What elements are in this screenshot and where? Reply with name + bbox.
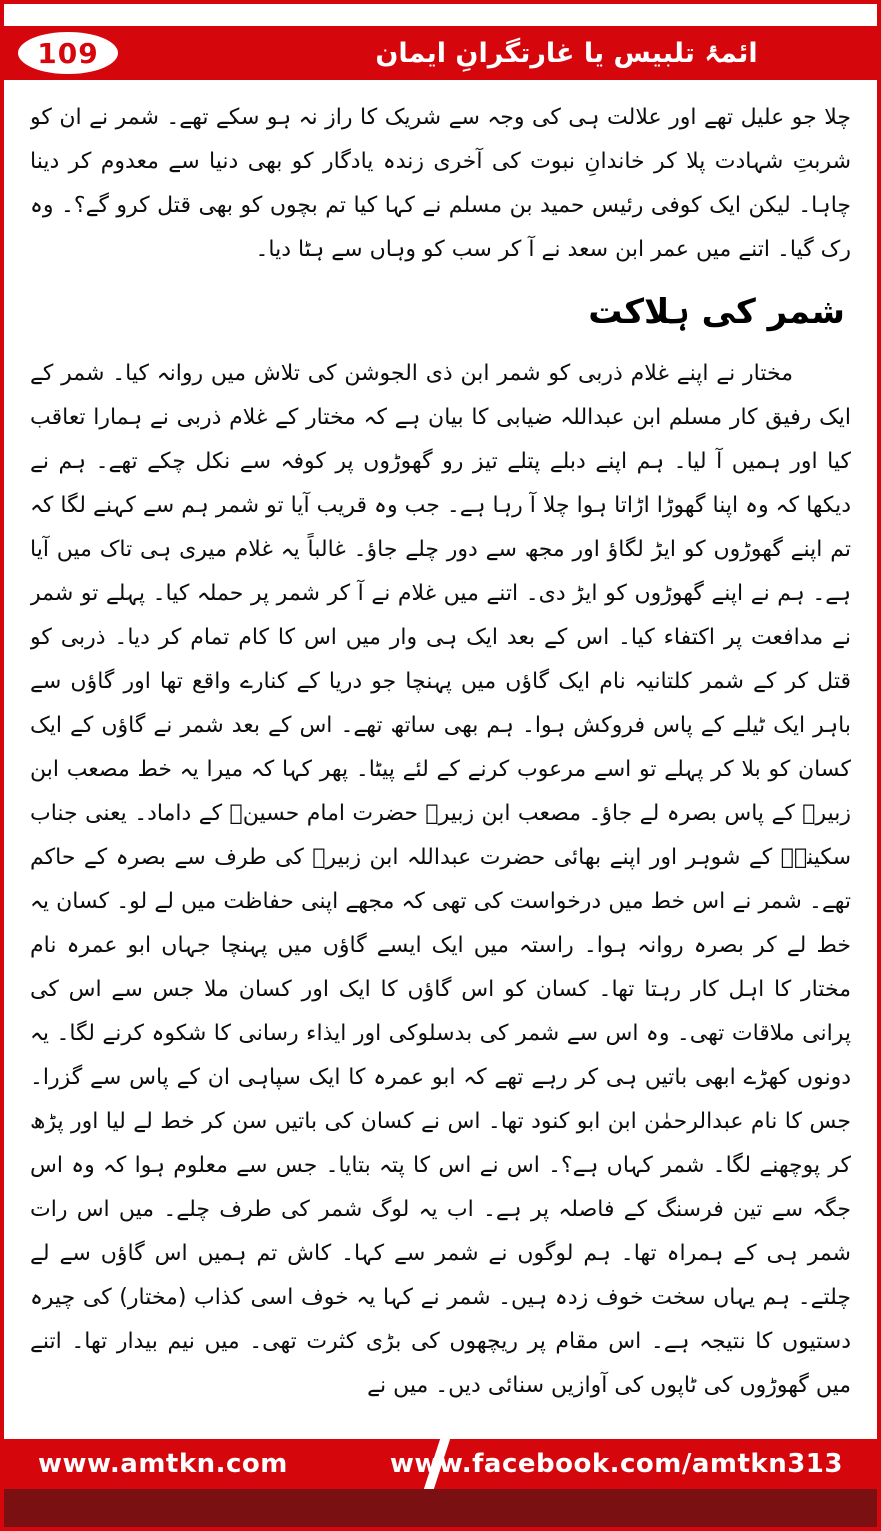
main-paragraph: مختار نے اپنے غلام ذربی کو شمر ابن ذی الجوشن کی تلاش میں روانہ کیا۔ شمر کے ایک رفیق کار مسلم ابن عبداللہ ضیابی کا بیان ہے کہ مختار کے غلام ذربی نے ہمارا تعاقب کیا اور ہمیں آ لیا۔ ہم اپنے دبلے پتلے تیز رو گھوڑوں پر کوفہ سے نکل چکے تھے۔ ہم نے دیکھا کہ وہ اپنا گھوڑا اڑاتا ہوا چلا آ رہا ہے۔ جب وہ قریب آیا تو شمر ہم سے کہنے لگا کہ تم اپنے گھوڑوں کو ایڑ لگاؤ اور مجھ سے دور چلے جاؤ۔ غالباً یہ غلام میری ہی تاک میں آیا ہے۔ ہم نے اپنے گھوڑوں کو ایڑ دی۔ اتنے میں غلام نے آ کر شمر پر حملہ کیا۔ پہلے تو شمر نے مدافعت پر اکتفاء کیا۔ اس کے بعد ایک ہی وار میں اس کا کام تمام کر دیا۔ ذربی کو قتل کر کے شمر کلتانیہ نام ایک گاؤں میں پہنچا جو دریا کے کنارے واقع تھا اور گاؤں سے باہر ایک ٹیلے کے پاس فروکش ہوا۔ ہم بھی ساتھ تھے۔ اس کے بعد شمر نے گاؤں کے ایک کسان کو بلا کر پہلے تو اسے مرعوب کرنے کے لئے پیٹا۔ پھر کہا کہ میرا یہ خط مصعب ابن زبیرؓ کے پاس بصرہ لے جاؤ۔ مصعب ابن زبیرؓ حضرت امام حسینؓ کے داماد۔ یعنی جناب سکینہؓ کے شوہر اور اپنے بھائی حضرت عبداللہ ابن زبیرؓ کی طرف سے بصرہ کے حاکم تھے۔ شمر نے اس خط میں درخواست کی تھی کہ مجھے اپنی حفاظت میں لے لو۔ کسان یہ خط لے کر بصرہ روانہ ہوا۔ راستہ میں ایک ایسے گاؤں میں پہنچا جہاں ابو عمرہ نام مختار کا اہل کار رہتا تھا۔ کسان کو اس گاؤں کا ایک اور کسان ملا جس سے اس کی پرانی ملاقات تھی۔ وہ اس سے شمر کی بدسلوکی اور ایذاء رسانی کا شکوہ کرنے لگا۔ یہ دونوں کھڑے ابھی باتیں ہی کر رہے تھے کہ ابو عمرہ کا ایک سپاہی ان کے پاس سے گزرا۔ جس کا نام عبدالرحمٰن ابن ابو کنود تھا۔ اس نے کسان کی باتیں سن کر خط لے لیا اور پڑھ کر پوچھنے لگا۔ شمر کہاں ہے؟۔ اس نے اس کا پتہ بتایا۔ جس سے معلوم ہوا کہ وہ اس جگہ سے تین فرسنگ کے فاصلہ پر ہے۔ اب یہ لوگ شمر کی طرف چلے۔ میں اس رات شمر ہی کے ہمراہ تھا۔ ہم لوگوں نے شمر سے کہا۔ کاش تم ہمیں اس گاؤں سے لے چلتے۔ ہم یہاں سخت خوف زدہ ہیں۔ شمر نے کہا یہ خوف اسی کذاب (مختار) کی چیرہ دستیوں کا نتیجہ ہے۔ اس مقام پر ریچھوں کی بڑی کثرت تھی۔ میں نیم بیدار تھا۔ اتنے میں گھوڑوں کی ٹاپوں کی آوازیں سنائی دیں۔ میں نے [30,361,851,1398]
footer-website-link: www.amtkn.com [38,1449,288,1479]
footer-facebook-link: www.facebook.com/amtkn313 [389,1449,843,1479]
intro-paragraph: چلا جو علیل تھے اور علالت ہی کی وجہ سے شریک کا راز نہ ہو سکے تھے۔ شمر نے ان کو شربتِ شہادت پلا کر خاندانِ نبوت کی آخری زندہ یادگار کو بھی دنیا سے معدوم کر دینا چاہا۔ لیکن ایک کوفی رئیس حمید بن مسلم نے کہا کیا تم بچوں کو بھی قتل کرو گے؟۔ وہ رک گیا۔ اتنے میں عمر ابن سعد نے آ کر سب کو وہاں سے ہٹا دیا۔ [30,105,851,262]
book-title: ائمۂ تلبیس یا غارتگرانِ ایمان [375,37,758,69]
page-number-badge: 109 [18,32,118,74]
footer-bar [4,1439,877,1489]
bottom-strip [4,1489,877,1527]
page-body-text [30,96,851,1427]
section-heading: شمر کی ہلاکت [588,292,845,332]
header-bar [4,26,877,80]
